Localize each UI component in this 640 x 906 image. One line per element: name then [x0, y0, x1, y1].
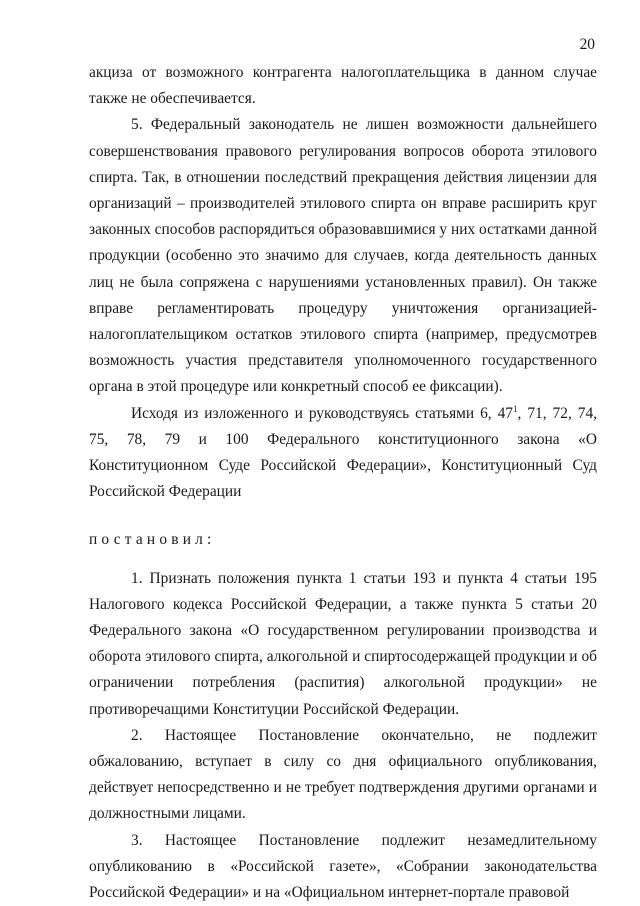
resolution-heading: постановил: [89, 531, 216, 549]
legal-basis-text-end: , 71, 72, 74, 75, 78, 79 и 100 Федерального конституционного закона «О Конституционном Суде Российской Федерации», Конституционный Суд Российской Федерации [89, 404, 597, 501]
document-body [89, 60, 597, 906]
paragraph-legal-basis [89, 401, 597, 506]
paragraph-item-5: 5. Федеральный законодатель не лишен возможности дальнейшего совершенствования правового регулирования вопросов оборота этилового спирта. Так, в отношении последствий прекращения действия лицензии для организаций – производителей этилового спирта он вправе расширить круг законных способов распорядиться образовавшимися у них остатками данной продукции (особенно это значимо для случаев, когда деятельность данных лиц не была сопряжена с нарушениями установленных правил). Он также вправе регламентировать процедуру уничтожения организацией-налогоплательщиком остатков этилового спирта (например, предусмотрев возможность участия представителя уполномоченного государственного органа в этой процедуре или конкретный способ ее фиксации). [89, 116, 597, 396]
resolution-item-2: 2. Настоящее Постановление окончательно, не подлежит обжалованию, вступает в силу со дня официального опубликования, действует непосредственно и не требует подтверждения другими органами и должностными лицами. [89, 726, 597, 823]
article-superscript: 1 [513, 403, 518, 414]
legal-basis-text-start: Исходя из изложенного и руководствуясь статьями 6, 47 [131, 404, 514, 422]
resolution-item-3: 3. Настоящее Постановление подлежит незамедлительному опубликованию в «Российской газете», «Собрании законодательства Российской Федерации» и на «Официальном интернет-портале правовой [89, 831, 597, 902]
resolution-item-1: 1. Признать положения пункта 1 статьи 193 и пункта 4 статьи 195 Налогового кодекса Российской Федерации, а также пункта 5 статьи 20 Федерального закона «О государственном регулировании производства и оборота этилового спирта, алкогольной и спиртосодержащей продукции и об ограничении потребления (распития) алкогольной продукции» не противоречащими Конституции Российской Федерации. [89, 569, 597, 718]
page-number: 20 [579, 36, 595, 53]
paragraph-continuation: акциза от возможного контрагента налогоплательщика в данном случае также не обеспечивается. [89, 64, 597, 108]
